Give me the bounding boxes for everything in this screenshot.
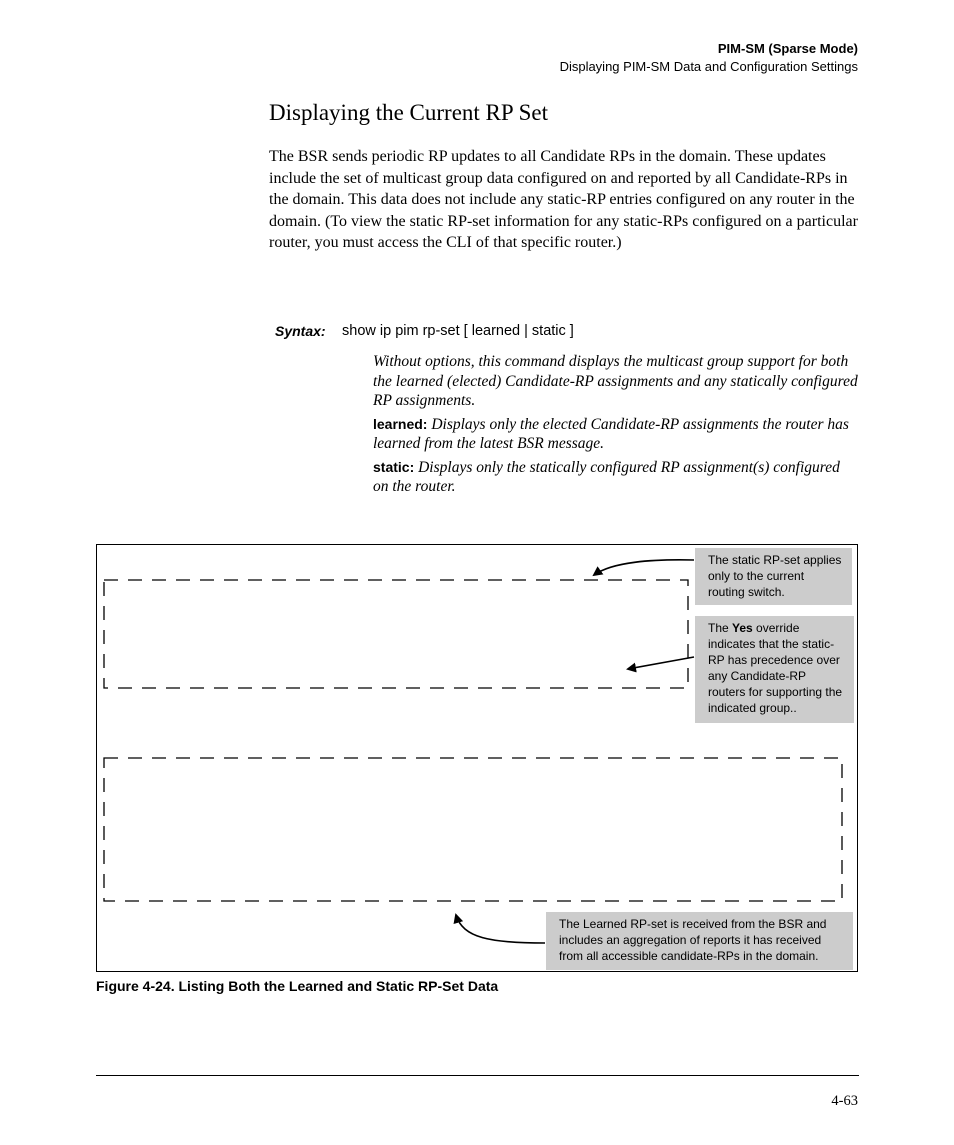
page-number: 4-63 (831, 1093, 858, 1109)
intro-paragraph: The BSR sends periodic RP updates to all Candidate RPs in the domain. These updates include the set of multicast group data configured on and reported by all Candidate-RPs in the domain. This data does not include any static-RP entries configured on any router in the domain. (To view the static RP-set information for any static-RPs configured on a particular router, you must access the CLI of that specific router.) (269, 148, 858, 251)
option-static-keyword: static: (373, 458, 415, 475)
figure-caption: Figure 4-24. Listing Both the Learned and Static RP-Set Data (96, 978, 499, 994)
option-learned-text: Displays only the elected Candidate-RP assignments the router has learned from the latest BSR message. (373, 415, 849, 452)
yes-override-callout (695, 616, 854, 723)
learned-rp-set-region (104, 758, 842, 901)
option-static-text: Displays only the statically configured RP assignment(s) configured on the router. (373, 458, 840, 495)
learned-rp-set-callout: The Learned RP-set is received from the BSR and includes an aggregation of reports it has received from all accessible candidate-RPs in the domain. (546, 912, 853, 970)
syntax-command: show ip pim rp-set [ learned | static ] (342, 323, 574, 339)
syntax-description-text: Without options, this command displays the multicast group support for both the learned (elected) Candidate-RP assignments and any statically configured RP assignments. (373, 353, 858, 409)
chapter-title: PIM-SM (Sparse Mode) (717, 41, 858, 56)
yes-keyword: Yes (732, 621, 753, 635)
static-callout-arrow (594, 560, 694, 575)
yes-callout-suffix: override indicates that the static-RP has precedence over any Candidate-RP routers for supporting the indicated group.. (708, 621, 843, 715)
section-title: Displaying PIM-SM Data and Configuration Settings (559, 59, 858, 74)
yes-callout-arrow (628, 657, 694, 669)
section-heading: Displaying the Current RP Set (269, 100, 548, 125)
learned-callout-arrow (456, 915, 545, 943)
static-rp-set-callout: The static RP-set applies only to the current routing switch. (695, 548, 852, 605)
syntax-label: Syntax: (275, 323, 326, 339)
static-rp-set-region (104, 580, 688, 688)
footer-rule (96, 1075, 859, 1076)
yes-callout-prefix: The (708, 621, 733, 635)
option-learned-keyword: learned: (373, 415, 428, 432)
